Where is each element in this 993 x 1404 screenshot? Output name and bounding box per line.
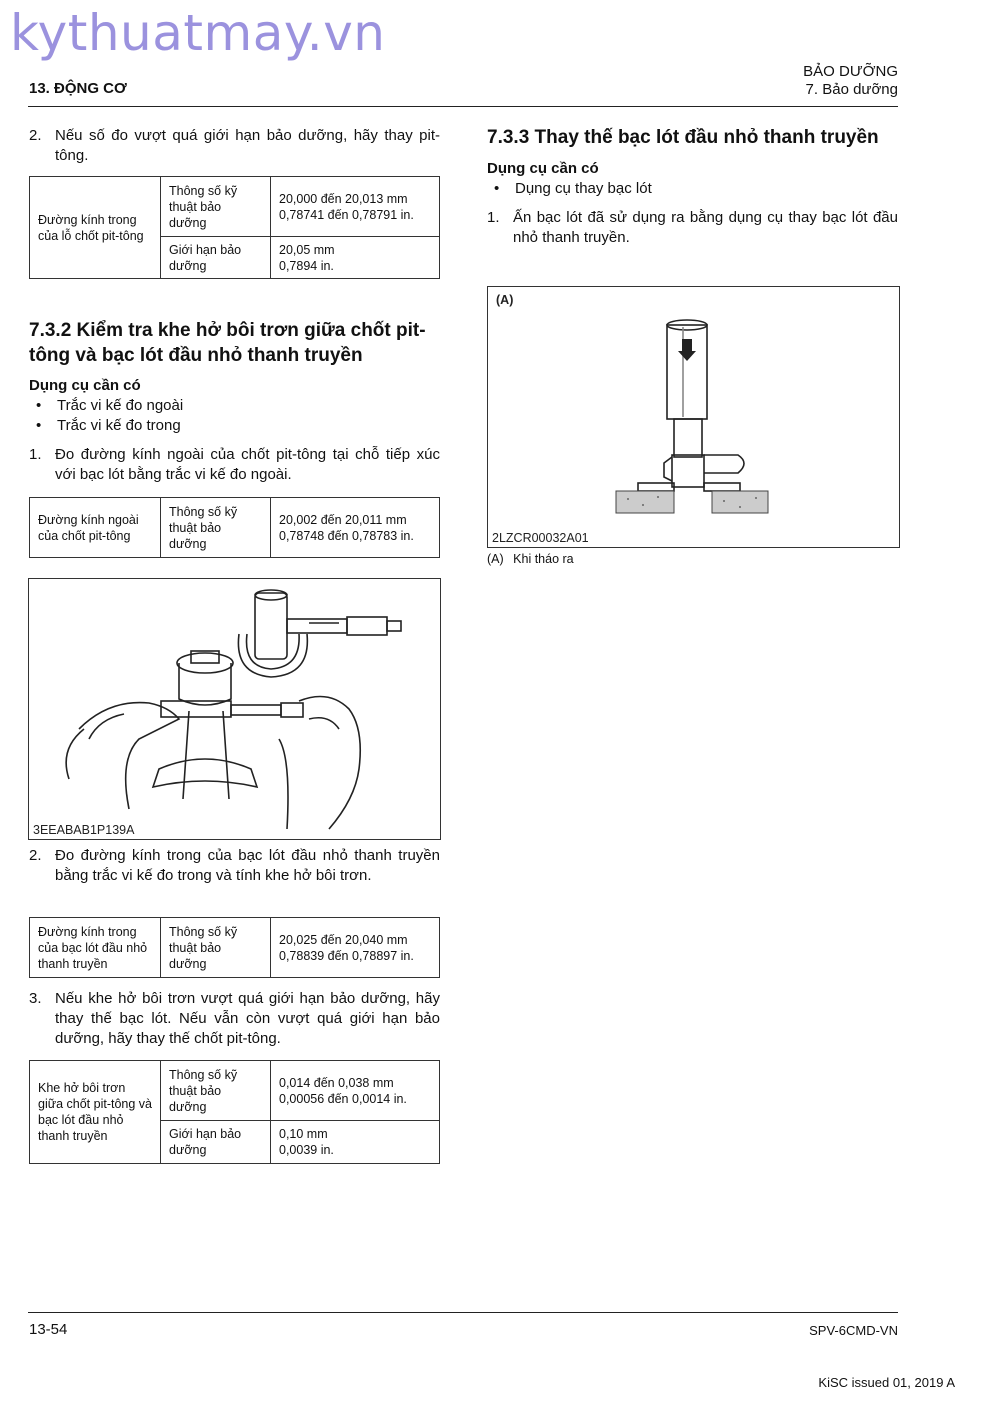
section-heading: 7.3.2 Kiểm tra khe hở bôi trơn giữa chốt pit-tông và bạc lót đầu nhỏ thanh truyền [29,320,426,366]
step-3-block [29,989,440,1049]
spec-value: 20,002 đến 20,011 mm 0,78748 đến 0,78783 in. [271,498,440,558]
tools-title: Dụng cụ cần có [29,377,141,394]
step-2-block [29,846,440,886]
spec-item: Đường kính trong của bạc lót đầu nhỏ thanh truyền [30,918,161,978]
figure-caption [487,552,574,566]
section-heading: 7.3.3 Thay thế bạc lót đầu nhỏ thanh truyền [487,127,879,148]
chapter-subtitle: 7. Bảo dưỡng [805,81,898,98]
spec-value: 20,05 mm 0,7894 in. [271,237,440,279]
step-3-replace-bushing: 3. Nếu khe hở bôi trơn vượt quá giới hạn bảo dưỡng, hãy thay thế bạc lót. Nếu vẫn còn vượt quá giới hạn bảo dưỡng, hãy thay thế chốt pit-tông. [29,990,440,1047]
figure-bushing-removal [487,286,900,548]
spec-value: 20,000 đến 20,013 mm 0,78741 đến 0,78791 in. [271,177,440,237]
tool-item: • Dụng cụ thay bạc lót [487,179,898,199]
spec-item: Khe hở bôi trơn giữa chốt pit-tông và bạc lót đầu nhỏ thanh truyền [30,1061,161,1164]
tool-item: • Trắc vi kế đo trong [29,416,440,436]
tools-title: Dụng cụ cần có [487,160,599,177]
step-2-measure-bushing: 2. Đo đường kính trong của bạc lót đầu nhỏ thanh truyền bằng trắc vi kế đo trong và tính khe hở bôi trơn. [29,847,440,884]
doc-code: SPV-6CMD-VN [809,1323,898,1338]
spec-table-pin-od [29,497,440,558]
section-7-3-3 [487,125,898,248]
spec-table-clearance [29,1060,440,1164]
spec-label: Thông số kỹ thuật bảo dưỡng [161,918,271,978]
header-right [803,63,898,99]
section-7-3-2 [29,318,440,485]
spec-label: Thông số kỹ thuật bảo dưỡng [161,177,271,237]
spec-item: Đường kính ngoài của chốt pit-tông [30,498,161,558]
spec-label: Giới hạn bảo dưỡng [161,1121,271,1164]
step-2-replace-piston: 2. Nếu số đo vượt quá giới hạn bảo dưỡng, hãy thay pit-tông. [29,127,440,164]
header-rule [28,106,898,107]
figure-code: 2LZCR00032A01 [492,531,589,545]
chapter-title: BẢO DƯỠNG [803,63,898,80]
section-title: 13. ĐỘNG CƠ [29,80,127,97]
figure-code: 3EEABAB1P139A [33,823,135,837]
issue-note: KiSC issued 01, 2019 A [818,1375,955,1390]
spec-label: Thông số kỹ thuật bảo dưỡng [161,1061,271,1121]
spec-label: Thông số kỹ thuật bảo dưỡng [161,498,271,558]
spec-item: Đường kính trong của lỗ chốt pit-tông [30,177,161,279]
caption-text: Khi tháo ra [513,552,574,566]
step-1-measure-pin: 1. Đo đường kính ngoài của chốt pit-tông tại chỗ tiếp xúc với bạc lót bằng trắc vi kế đo ngoài. [29,446,440,483]
watermark: kythuatmay.vn [10,4,386,62]
figure-label: (A) [496,293,514,307]
step-1-press-out: 1. Ấn bạc lót đã sử dụng ra bằng dụng cụ thay bạc lót đầu nhỏ thanh truyền. [487,209,898,246]
left-column [29,126,440,166]
figure-micrometer [28,578,441,840]
spec-value: 0,014 đến 0,038 mm 0,00056 đến 0,0014 in. [271,1061,440,1121]
spec-value: 20,025 đến 20,040 mm 0,78839 đến 0,78897 in. [271,918,440,978]
spec-table-pin-bore [29,176,440,279]
tool-item: • Trắc vi kế đo ngoài [29,396,440,416]
caption-label: (A) [487,552,504,566]
bushing-tool-illustration [488,287,899,547]
footer-rule [28,1312,898,1313]
spec-table-bushing-id [29,917,440,978]
page-number: 13-54 [29,1321,68,1338]
spec-value: 0,10 mm 0,0039 in. [271,1121,440,1164]
micrometer-illustration [29,579,440,839]
spec-label: Giới hạn bảo dưỡng [161,237,271,279]
